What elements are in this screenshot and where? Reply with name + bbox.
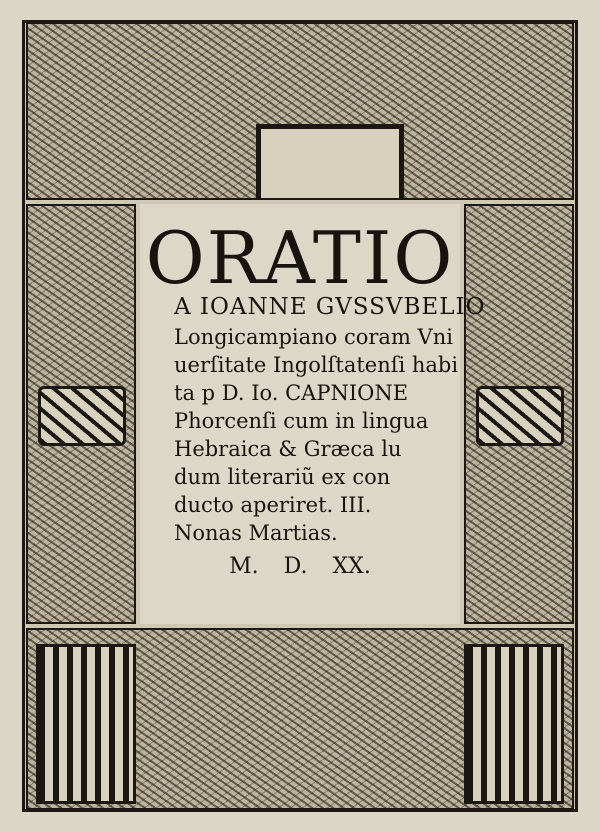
left-pillar-ornament: [26, 204, 136, 624]
main-title: ORATIO: [145, 216, 455, 300]
title-text-block: [140, 204, 486, 624]
left-pillar-drum: [38, 386, 126, 446]
right-pillar-drum: [476, 386, 564, 446]
top-cartouche: [256, 124, 404, 200]
text-line: Nonas Martias.: [174, 521, 338, 545]
bottom-ornament-panel: [26, 628, 574, 810]
text-line: Longicampiano coram Vni: [174, 325, 453, 349]
text-line: Hebraica & Græca lu: [174, 437, 402, 461]
text-line: ta p D. Io. CAPNIONE: [174, 381, 409, 405]
imprint-date: M. D. XX.: [229, 554, 371, 579]
text-line: A IOANNE GVSSVBELIO: [174, 294, 486, 320]
right-pillar-ornament: [464, 204, 574, 624]
top-ornament-panel: [26, 22, 574, 200]
text-line: dum literariũ ex con: [174, 465, 391, 489]
right-base-column: [464, 644, 564, 804]
left-base-column: [36, 644, 136, 804]
text-line: uerſitate Ingolſtatenſi habi: [174, 353, 459, 377]
text-line: ducto aperiret. III.: [174, 493, 372, 517]
text-line: Phorcenſi cum in lingua: [174, 409, 429, 433]
